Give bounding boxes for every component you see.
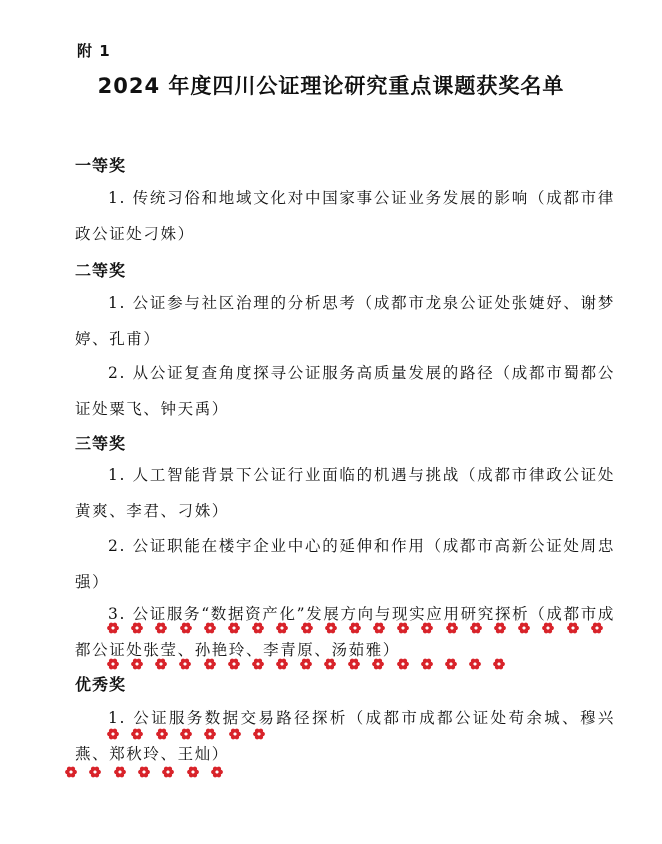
red-seal-flower-icon	[396, 657, 410, 671]
red-seal-flower-icon	[179, 727, 193, 741]
red-seal-flower-icon	[372, 621, 386, 635]
red-seal-flower-icon	[541, 621, 555, 635]
red-seal-flower-icon	[203, 621, 217, 635]
seal-stamp-row	[106, 620, 604, 636]
red-seal-flower-icon	[347, 657, 361, 671]
seal-stamp-row	[64, 764, 224, 780]
red-seal-flower-icon	[517, 621, 531, 635]
attachment-label: 附 1	[77, 42, 111, 60]
red-seal-flower-icon	[154, 657, 168, 671]
red-seal-flower-icon	[469, 621, 483, 635]
red-seal-flower-icon	[227, 621, 241, 635]
red-seal-flower-icon	[251, 621, 265, 635]
red-seal-flower-icon	[590, 621, 604, 635]
red-seal-flower-icon	[227, 657, 241, 671]
section-heading-first-prize: 一等奖	[75, 156, 127, 175]
red-seal-flower-icon	[203, 727, 217, 741]
red-seal-flower-icon	[252, 727, 266, 741]
red-seal-flower-icon	[106, 621, 120, 635]
section-heading-third-prize: 三等奖	[75, 434, 127, 453]
red-seal-flower-icon	[493, 621, 507, 635]
red-seal-flower-icon	[203, 657, 217, 671]
red-seal-flower-icon	[155, 727, 169, 741]
red-seal-flower-icon	[371, 657, 385, 671]
red-seal-flower-icon	[324, 621, 338, 635]
red-seal-flower-icon	[161, 765, 175, 779]
red-seal-flower-icon	[396, 621, 410, 635]
red-seal-flower-icon	[228, 727, 242, 741]
red-seal-flower-icon	[130, 727, 144, 741]
red-seal-flower-icon	[275, 621, 289, 635]
red-seal-flower-icon	[178, 657, 192, 671]
red-seal-flower-icon	[137, 765, 151, 779]
red-seal-flower-icon	[420, 657, 434, 671]
red-seal-flower-icon	[210, 765, 224, 779]
red-seal-flower-icon	[88, 765, 102, 779]
red-seal-flower-icon	[130, 657, 144, 671]
red-seal-flower-icon	[468, 657, 482, 671]
red-seal-flower-icon	[299, 657, 313, 671]
seal-stamp-row	[106, 726, 266, 742]
red-seal-flower-icon	[179, 621, 193, 635]
red-seal-flower-icon	[186, 765, 200, 779]
red-seal-flower-icon	[566, 621, 580, 635]
award-entry-excellence-1: 1. 公证服务数据交易路径探析（成都市成都公证处苟余城、穆兴燕、郑秋玲、王灿）	[75, 709, 615, 763]
award-entry-third-3: 3. 公证服务“数据资产化”发展方向与现实应用研究探析（成都市成都公证处张莹、孙艳玲、李青原、汤茹雅）	[75, 605, 615, 659]
red-seal-flower-icon	[106, 657, 120, 671]
section-heading-second-prize: 二等奖	[75, 261, 127, 280]
red-seal-flower-icon	[251, 657, 265, 671]
award-entry-third-1: 1. 人工智能背景下公证行业面临的机遇与挑战（成都市律政公证处黄爽、李君、刁姝）	[75, 466, 615, 520]
red-seal-flower-icon	[300, 621, 314, 635]
award-entry-first-1: 1. 传统习俗和地域文化对中国家事公证业务发展的影响（成都市律政公证处刁姝）	[75, 189, 615, 243]
red-seal-flower-icon	[113, 765, 127, 779]
red-seal-flower-icon	[106, 727, 120, 741]
red-seal-flower-icon	[348, 621, 362, 635]
award-entry-second-2: 2. 从公证复查角度探寻公证服务高质量发展的路径（成都市蜀都公证处粟飞、钟天禹）	[75, 364, 615, 418]
red-seal-flower-icon	[154, 621, 168, 635]
section-heading-excellence-prize: 优秀奖	[75, 675, 127, 694]
award-entry-third-2: 2. 公证职能在楼宇企业中心的延伸和作用（成都市高新公证处周忠强）	[75, 537, 615, 591]
award-entry-second-1: 1. 公证参与社区治理的分析思考（成都市龙泉公证处张婕妤、谢梦婷、孔甫）	[75, 294, 615, 348]
red-seal-flower-icon	[64, 765, 78, 779]
red-seal-flower-icon	[275, 657, 289, 671]
red-seal-flower-icon	[323, 657, 337, 671]
red-seal-flower-icon	[130, 621, 144, 635]
red-seal-flower-icon	[492, 657, 506, 671]
page-title: 2024 年度四川公证理论研究重点课题获奖名单	[97, 74, 565, 98]
red-seal-flower-icon	[420, 621, 434, 635]
seal-stamp-row	[106, 656, 506, 672]
red-seal-flower-icon	[445, 621, 459, 635]
red-seal-flower-icon	[444, 657, 458, 671]
